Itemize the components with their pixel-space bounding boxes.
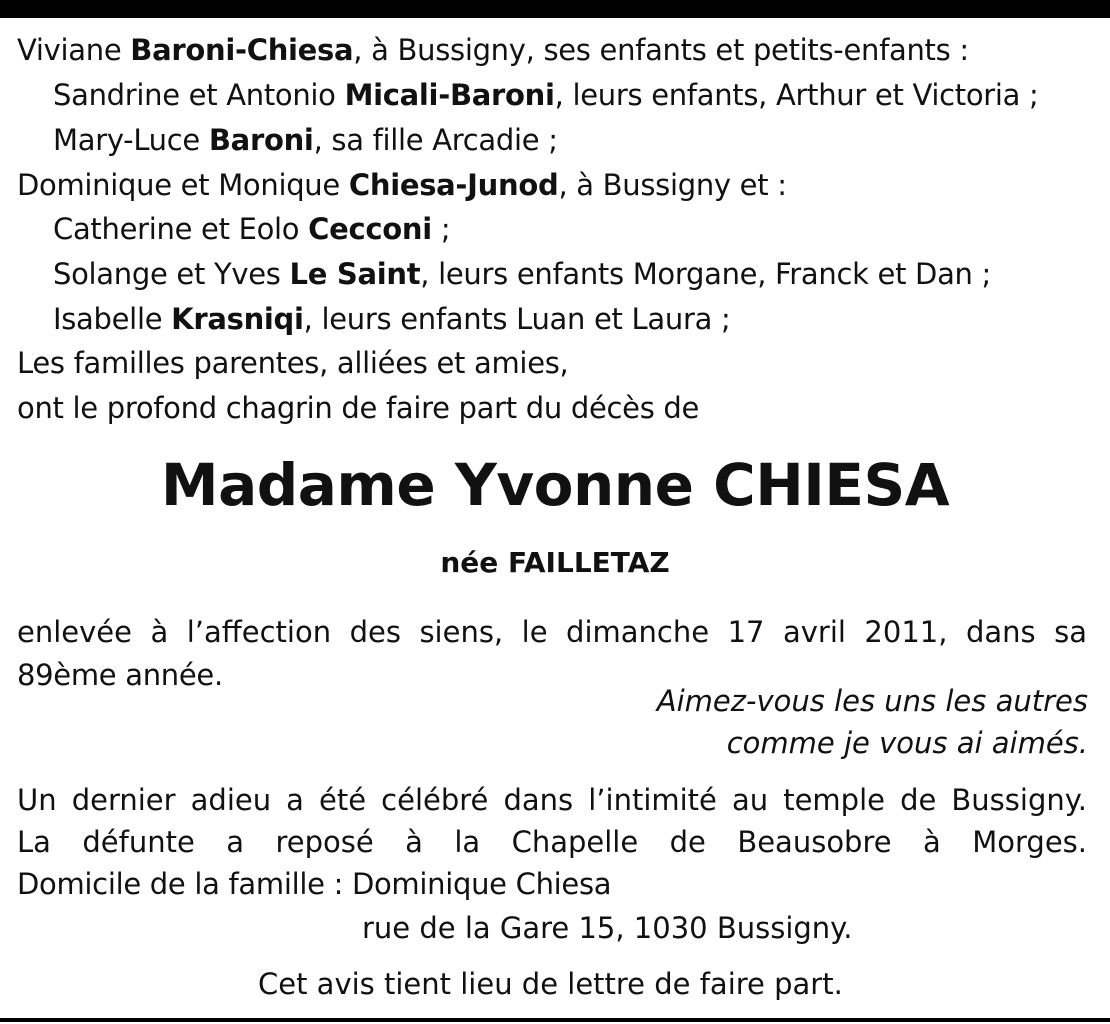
family-line-1-surname: Baroni-Chiesa bbox=[130, 33, 354, 67]
family-line-2-post: , leurs enfants, Arthur et Victoria ; bbox=[554, 78, 1039, 112]
family-line-4 bbox=[17, 168, 787, 202]
family-line-7-surname: Krasniqi bbox=[171, 302, 304, 336]
notice-line: Cet avis tient lieu de lettre de faire part. bbox=[258, 967, 843, 1001]
family-line-7-post: , leurs enfants Luan et Laura ; bbox=[303, 302, 731, 336]
family-line-2-surname: Micali-Baroni bbox=[344, 78, 555, 112]
family-line-6-post: , leurs enfants Morgane, Franck et Dan ; bbox=[420, 257, 992, 291]
family-line-3-post: , sa fille Arcadie ; bbox=[313, 123, 558, 157]
domicile-line: Domicile de la famille : Dominique Chiesa bbox=[17, 867, 612, 901]
family-line-5-pre: Catherine et Eolo bbox=[53, 212, 309, 246]
death-line-1: enlevée à l’affection des siens, le dimanche 17 avril 2011, dans sa bbox=[17, 615, 1087, 649]
family-line-5 bbox=[53, 212, 450, 246]
family-line-3-pre: Mary-Luce bbox=[53, 123, 209, 157]
family-line-2-pre: Sandrine et Antonio bbox=[53, 78, 345, 112]
family-line-3 bbox=[53, 123, 558, 157]
maiden-name: née FAILLETAZ bbox=[440, 546, 670, 579]
quote-line-1: Aimez-vous les uns les autres bbox=[656, 684, 1088, 718]
death-line-2: 89ème année. bbox=[17, 658, 223, 692]
family-line-3-surname: Baroni bbox=[208, 123, 314, 157]
family-line-1-post: , à Bussigny, ses enfants et petits-enfants : bbox=[353, 33, 969, 67]
family-line-4-pre: Dominique et Monique bbox=[17, 168, 349, 202]
family-line-6 bbox=[53, 257, 991, 291]
top-border bbox=[0, 0, 1110, 18]
ceremony-line: Un dernier adieu a été célébré dans l’intimité au temple de Bussigny. bbox=[17, 783, 1087, 817]
families-line: Les familles parentes, alliées et amies, bbox=[17, 346, 569, 380]
announce-line: ont le profond chagrin de faire part du décès de bbox=[17, 391, 700, 425]
family-line-5-surname: Cecconi bbox=[308, 212, 432, 246]
family-line-4-post: , à Bussigny et : bbox=[558, 168, 787, 202]
family-line-6-pre: Solange et Yves bbox=[53, 257, 290, 291]
family-line-1-pre: Viviane bbox=[17, 33, 131, 67]
rest-line: La défunte a reposé à la Chapelle de Beausobre à Morges. bbox=[17, 825, 1087, 859]
family-line-2 bbox=[53, 78, 1039, 112]
family-line-6-surname: Le Saint bbox=[289, 257, 421, 291]
family-line-1 bbox=[17, 33, 969, 67]
family-line-4-surname: Chiesa-Junod bbox=[348, 168, 559, 202]
family-line-7 bbox=[53, 302, 730, 336]
bottom-border bbox=[0, 1018, 1110, 1022]
deceased-name: Madame Yvonne CHIESA bbox=[160, 451, 950, 519]
family-line-5-post: ; bbox=[431, 212, 451, 246]
address-line: rue de la Gare 15, 1030 Bussigny. bbox=[362, 911, 853, 945]
family-line-7-pre: Isabelle bbox=[53, 302, 172, 336]
quote-line-2: comme je vous ai aimés. bbox=[726, 726, 1088, 760]
